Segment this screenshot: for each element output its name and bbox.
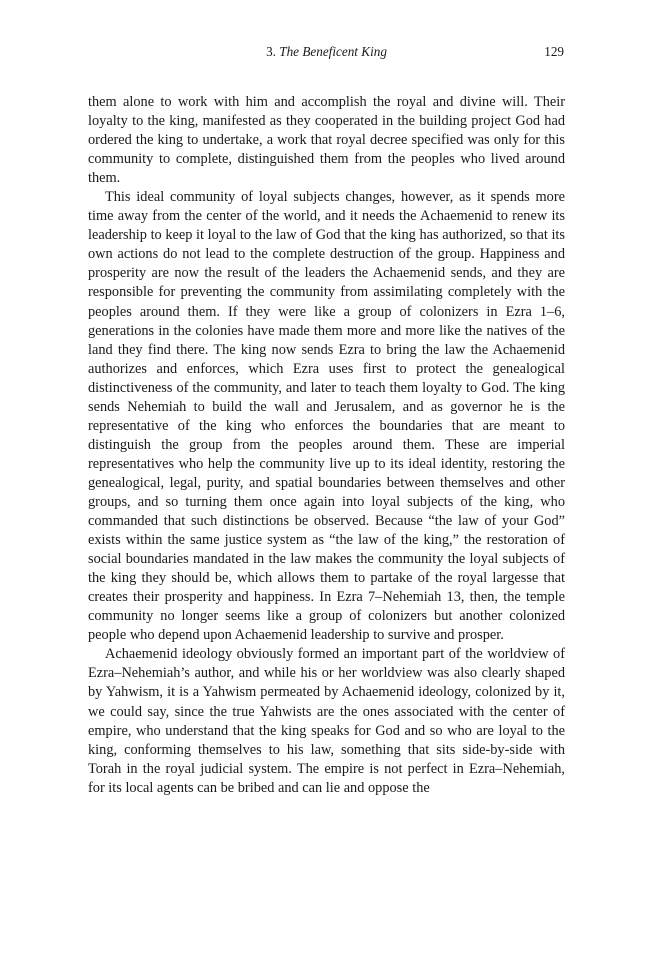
running-head [88, 44, 565, 66]
chapter-title: The Beneficent King [279, 44, 387, 59]
paragraph: Achaemenid ideology obviously formed an important part of the worldview of Ezra–Nehemiah’s author, and while his or her worldview was also clearly shaped by Yahwism, it is a Yahwism permeated by Achaemenid ideology, colonized by it, we could say, since the true Yahwists are the ones associated with the center of empire, who understand that the king speaks for God and so who are loyal to the king, conforming themselves to his law, something that sits side-by-side with Torah in the royal judicial system. The empire is not perfect in Ezra–Nehemiah, for its local agents can be bribed and can lie and oppose the [88, 646, 565, 796]
running-head-title [88, 44, 565, 60]
paragraph-continued: them alone to work with him and accomplish the royal and divine will. Their loyalty to the king, manifested as they cooperated in the building project God had ordered the king to undertake, a work that royal decree specified was only for this community to complete, distinguished them from the peoples who lived around them. [88, 94, 565, 187]
book-page [88, 44, 565, 798]
chapter-number: 3. [266, 44, 276, 59]
paragraph: This ideal community of loyal subjects changes, however, as it spends more time away from the center of the world, and it needs the Achaemenid to renew its leadership to keep it loyal to the law of God that the king has authorized, so that its own actions do not lead to the complete destruction of the group. Happiness and prosperity are now the result of the leaders the Achaemenid sends, and they are responsible for preventing the community from assimilating completely with the peoples around them. If they were like a group of colonizers in Ezra 1–6, generations in the colonies have made them more and more like the natives of the land they find there. The king now sends Ezra to bring the law the Achaemenid authorizes and enforces, which Ezra uses first to protect the genealogical distinctiveness of the community, and later to teach them loyalty to God. The king sends Nehemiah to build the wall and Jerusalem, and as governor he is the representative of the king who enforces the boundaries that are meant to distinguish the group from the peoples around them. These are imperial representatives who help the community live up to its ideal identity, restoring the genealogical, legal, purity, and spatial boundaries between themselves and other groups, and so turning them once again into loyal subjects of the king, who commanded that such distinctions be observed. Because “the law of your God” exists within the same justice system as “the law of the king,” the restoration of social boundaries mandated in the law makes the community the loyal subjects of the king they should be, which allows them to partake of the royal largesse that creates their prosperity and happiness. In Ezra 7–Nehemiah 13, then, the temple community no longer seems like a group of colonizers but another colonized people who depend upon Achaemenid leadership to survive and prosper. [88, 189, 565, 644]
body-text [88, 93, 565, 798]
page-number: 129 [544, 44, 564, 59]
